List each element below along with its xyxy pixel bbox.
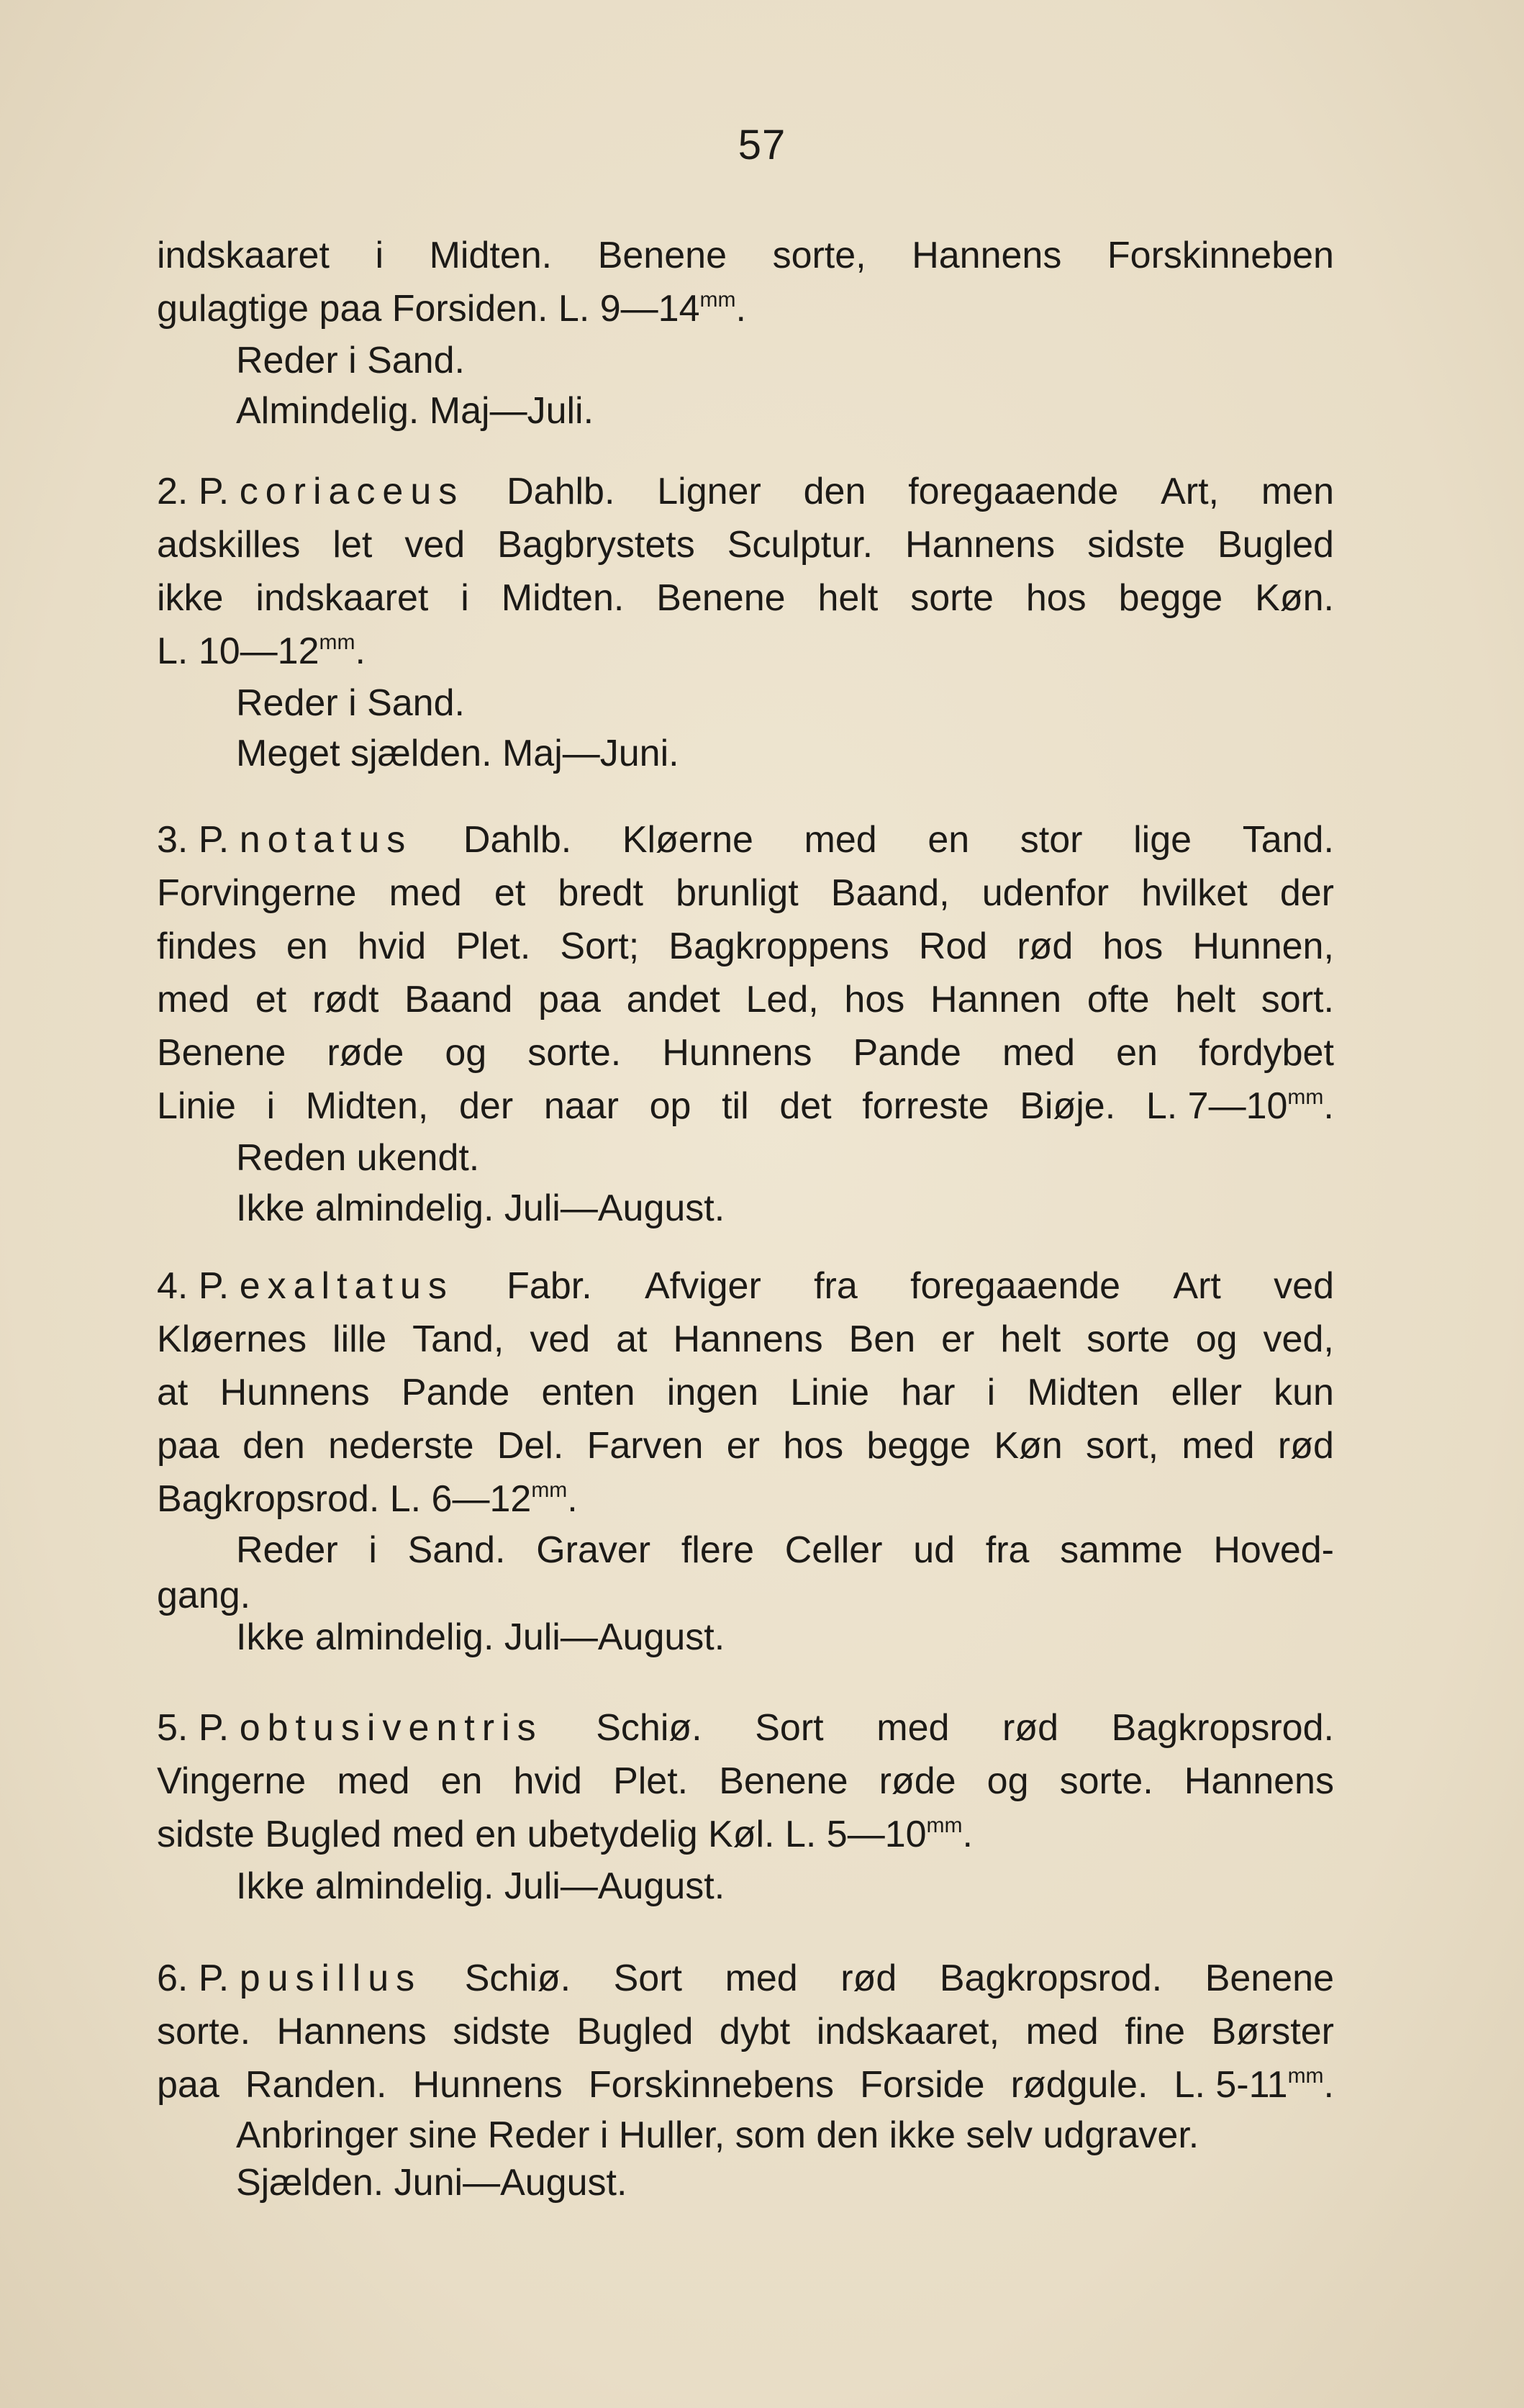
habitat-note: Reder i Sand. bbox=[236, 682, 465, 724]
text-line: Linie i Midten, der naar op til det forreste Biøje. L. $7—10^{mm}$. bbox=[157, 1085, 1334, 1127]
entry-2-coriaceus bbox=[157, 465, 1334, 779]
habitat-note: Anbringer sine Reder i Huller, som den ikke selv udgraver. bbox=[236, 2114, 1199, 2156]
text-line: Vingerne med en hvid Plet. Benene røde og sorte. Hannens bbox=[157, 1760, 1334, 1802]
frequency-note: Almindelig. Maj—Juli. bbox=[236, 390, 594, 432]
frequency-note: Ikke almindelig. Juli—August. bbox=[236, 1187, 725, 1229]
entry-4-exaltatus bbox=[157, 1259, 1334, 1658]
entry-3-notatus bbox=[157, 813, 1334, 1234]
species-name: coriaceus bbox=[239, 471, 465, 512]
species-name: obtusiventris bbox=[239, 1707, 543, 1749]
text-line: adskilles let ved Bagbrystets Sculptur. Hannens sidste Bugled bbox=[157, 524, 1334, 566]
species-name: pusillus bbox=[239, 1957, 422, 1999]
text-line: indskaaret i Midten. Benene sorte, Hannens Forskinneben bbox=[157, 235, 1334, 276]
habitat-note-continued: gang. bbox=[157, 1575, 251, 1616]
text-line: Kløernes lille Tand, ved at Hannens Ben er helt sorte og ved, bbox=[157, 1318, 1334, 1360]
frequency-note: Ikke almindelig. Juli—August. bbox=[236, 1865, 725, 1907]
frequency-note: Meget sjælden. Maj—Juni. bbox=[236, 733, 679, 774]
text-line: 3. P. notatus Dahlb. Kløerne med en stor lige Tand. bbox=[157, 819, 1334, 861]
entry-6-pusillus bbox=[157, 1952, 1334, 2206]
frequency-note: Ikke almindelig. Juli—August. bbox=[236, 1616, 725, 1658]
text-line: 6. P. pusillus Schiø. Sort med rød Bagkropsrod. Benene bbox=[157, 1957, 1334, 1999]
text-line: sorte. Hannens sidste Bugled dybt indskaaret, med fine Børster bbox=[157, 2011, 1334, 2052]
text-line: gulagtige paa Forsiden. L. $9—14^{mm}$. bbox=[157, 288, 746, 330]
habitat-note: Reden ukendt. bbox=[236, 1137, 480, 1179]
frequency-note: Sjælden. Juni—August. bbox=[236, 2162, 627, 2204]
page-number: 57 bbox=[738, 122, 786, 168]
text-line: L. $10—12^{mm}$. bbox=[157, 630, 366, 672]
species-name: notatus bbox=[239, 819, 413, 861]
text-line: Benene røde og sorte. Hunnens Pande med en fordybet bbox=[157, 1032, 1334, 1074]
habitat-note: Reder i Sand. Graver flere Celler ud fra samme Hoved- bbox=[236, 1529, 1334, 1571]
text-line: paa den nederste Del. Farven er hos begge Køn sort, med rød bbox=[157, 1425, 1334, 1467]
text-line: med et rødt Baand paa andet Led, hos Hannen ofte helt sort. bbox=[157, 979, 1334, 1020]
text-line: at Hunnens Pande enten ingen Linie har i Midten eller kun bbox=[157, 1372, 1334, 1413]
habitat-note: Reder i Sand. bbox=[236, 340, 465, 381]
text-line: Forvingerne med et bredt brunligt Baand, udenfor hvilket der bbox=[157, 872, 1334, 914]
text-line: paa Randen. Hunnens Forskinnebens Forside rødgule. L. $5-11^{mm}$. bbox=[157, 2064, 1334, 2106]
text-line: 2. P. coriaceus Dahlb. Ligner den foregaaende Art, men bbox=[157, 471, 1334, 512]
text-line: ikke indskaaret i Midten. Benene helt sorte hos begge Køn. bbox=[157, 577, 1334, 619]
entry-1-continuation bbox=[157, 229, 1334, 436]
text-line: sidste Bugled med en ubetydelig Køl. L. $5—10^{mm}$. bbox=[157, 1814, 973, 1855]
species-name: exaltatus bbox=[239, 1265, 454, 1307]
text-line: 5. P. obtusiventris Schiø. Sort med rød Bagkropsrod. bbox=[157, 1707, 1334, 1749]
text-line: findes en hvid Plet. Sort; Bagkroppens Rod rød hos Hunnen, bbox=[157, 925, 1334, 967]
text-line: 4. P. exaltatus Fabr. Afviger fra foregaaende Art ved bbox=[157, 1265, 1334, 1307]
text-line: Bagkropsrod. L. $6—12^{mm}$. bbox=[157, 1478, 578, 1520]
entry-5-obtusiventris bbox=[157, 1701, 1334, 1911]
